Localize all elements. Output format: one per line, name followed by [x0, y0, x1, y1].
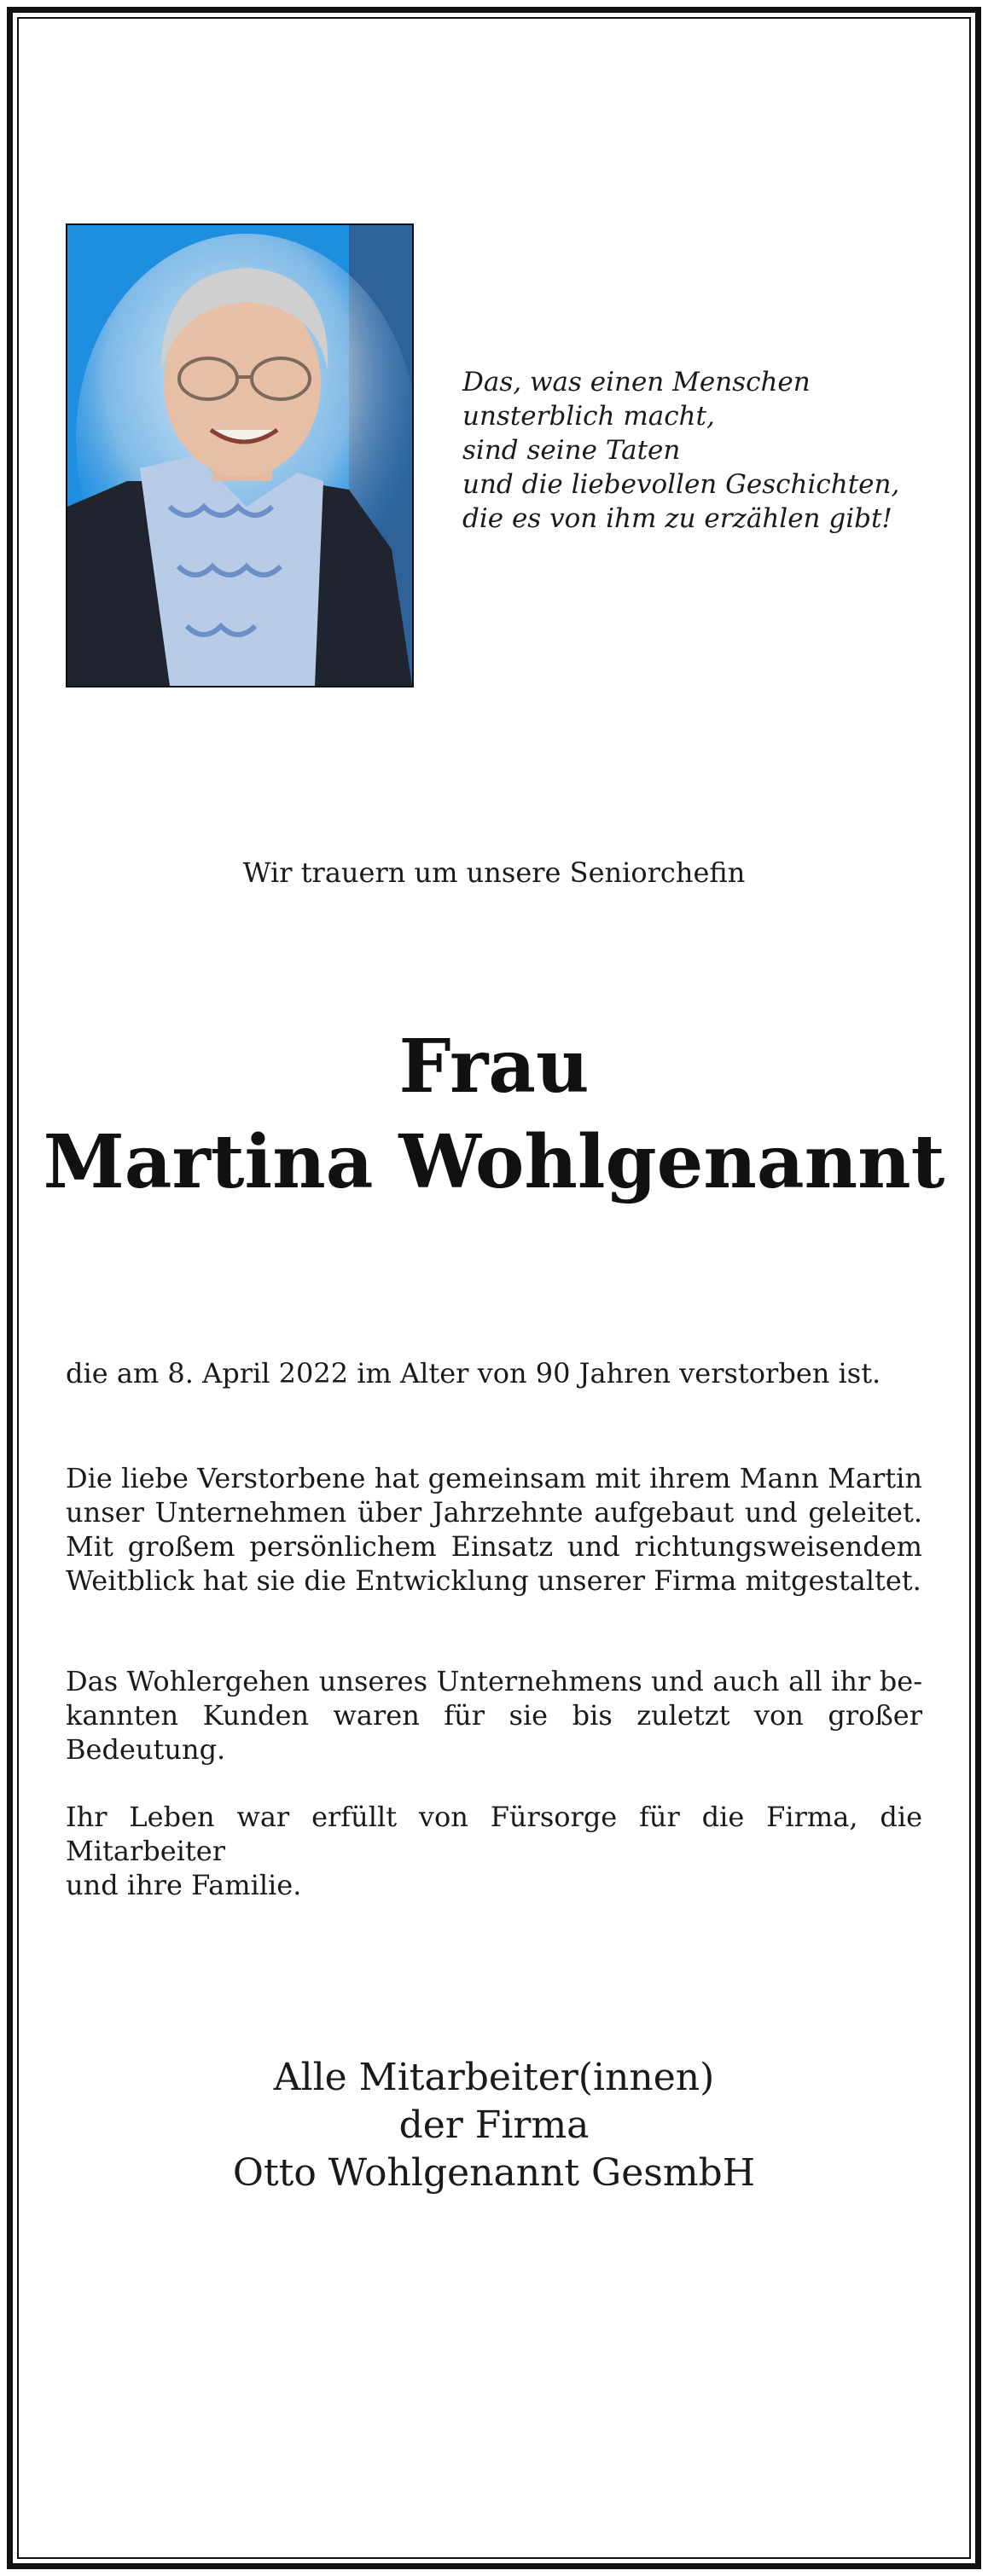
full-name: Martina Wohlgenannt	[43, 1119, 945, 1205]
quote-line: Das, was einen Menschen	[462, 367, 811, 397]
signature-line: der Firma	[398, 2103, 590, 2147]
mourning-intro: Wir trauern um unsere Seniorchefin	[242, 856, 746, 889]
paragraph-line: unser Unternehmen über Jahrzehnte aufgebaut und geleitet.	[66, 1496, 922, 1529]
quote-line: sind seine Taten	[462, 435, 681, 466]
death-date-paragraph	[66, 1356, 922, 1390]
portrait-photo	[66, 223, 414, 688]
salutation: Frau	[398, 1024, 590, 1110]
paragraph-line: und ihre Familie.	[66, 1869, 302, 1901]
signature-line: Alle Mitarbeiter(innen)	[273, 2056, 715, 2099]
life-paragraph	[66, 1800, 922, 1902]
quote-line: unsterblich macht,	[462, 401, 715, 432]
quote-block	[462, 365, 923, 536]
paragraph-line: Das Wohlergehen unseres Unternehmens und auch all ihr be-	[66, 1665, 922, 1697]
tribute-paragraph	[66, 1461, 922, 1598]
paragraph-line: die am 8. April 2022 im Alter von 90 Jahren verstorben ist.	[66, 1357, 881, 1390]
quote-line: die es von ihm zu erzählen gibt!	[462, 503, 892, 534]
signature-line: Otto Wohlgenannt GesmbH	[232, 2151, 756, 2195]
quote-line: und die liebevollen Geschichten,	[462, 469, 900, 500]
paragraph-line: Weitblick hat sie die Entwicklung unserer Firma mitgestaltet.	[66, 1564, 921, 1597]
customers-paragraph	[66, 1664, 922, 1767]
signature-block	[0, 2054, 988, 2197]
portrait-illustration	[67, 225, 412, 686]
paragraph-line: kannten Kunden waren für sie bis zuletzt von großer Bedeutung.	[66, 1699, 922, 1766]
paragraph-line: Die liebe Verstorbene hat gemeinsam mit ihrem Mann Martin	[66, 1462, 922, 1494]
paragraph-line: Ihr Leben war erfüllt von Fürsorge für die Firma, die Mitarbeiter	[66, 1801, 922, 1867]
deceased-name	[0, 1019, 988, 1210]
paragraph-line: Mit großem persönlichem Einsatz und richtungsweisendem	[66, 1530, 922, 1563]
